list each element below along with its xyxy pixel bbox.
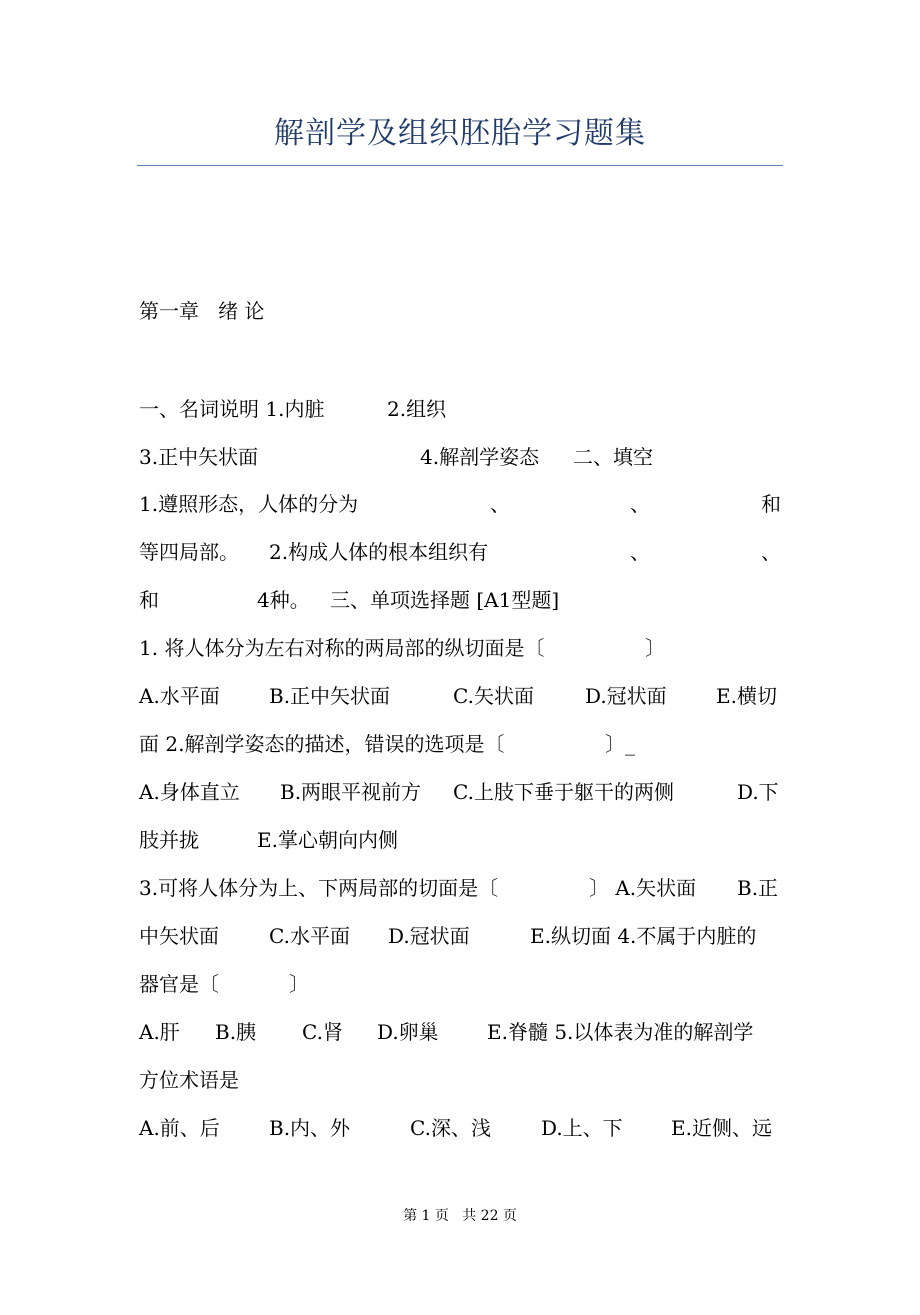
line-segment: 〕_	[605, 732, 635, 756]
text-line-5	[139, 583, 781, 617]
line-segment: 面 2.解剖学姿态的描述，错误的选项是〔	[139, 732, 505, 756]
line-segment: D.上、下	[541, 1116, 623, 1140]
line-segment: E.脊髓 5.以体表为准的解剖学	[487, 1020, 754, 1044]
text-line-12	[139, 919, 781, 953]
line-segment: B.正	[737, 876, 779, 900]
line-segment: 三、单项选择题 [A1型题]	[330, 588, 560, 612]
line-segment: A.前、后	[139, 1116, 220, 1140]
line-segment: 、	[630, 492, 650, 516]
text-line-14	[139, 1015, 781, 1049]
line-segment: C.肾	[302, 1020, 343, 1044]
line-segment: E.掌心朝向内侧	[257, 828, 398, 852]
line-segment: B.内、外	[269, 1116, 351, 1140]
line-segment: 3.可将人体分为上、下两局部的切面是〔	[139, 876, 499, 900]
line-segment: 器官是〔	[139, 972, 219, 996]
line-segment: 〕	[645, 636, 665, 660]
line-segment: 1.遵照形态，人体的分为	[139, 492, 359, 516]
line-segment: 2.组织	[387, 397, 447, 421]
line-segment: 2.构成人体的根本组织有	[269, 540, 489, 564]
line-segment: 〕 A.矢状面	[589, 876, 697, 900]
text-line-4	[139, 535, 781, 569]
text-line-3	[139, 487, 781, 521]
line-segment: 3.正中矢状面	[139, 445, 259, 469]
line-segment: 二、填空	[573, 445, 653, 469]
line-segment: B.正中矢状面	[269, 684, 391, 708]
line-segment: 、	[630, 540, 650, 564]
line-segment: 4种。	[257, 588, 310, 612]
line-segment: 1. 将人体分为左右对称的两局部的纵切面是〔	[139, 636, 545, 660]
text-line-13	[139, 967, 781, 1001]
line-segment: C.水平面	[269, 924, 350, 948]
line-segment: C.矢状面	[453, 684, 534, 708]
line-segment: E.纵切面 4.不属于内脏的	[530, 924, 757, 948]
title-divider	[137, 165, 783, 166]
line-segment: A.身体直立	[139, 780, 240, 804]
page-number-footer: 第 1 页 共 22 页	[403, 1208, 517, 1224]
line-segment: 和	[139, 588, 159, 612]
line-segment: 、	[761, 540, 781, 564]
line-segment: 方位术语是	[139, 1068, 239, 1092]
chapter-heading: 第一章 绪 论	[139, 299, 265, 323]
line-segment: 等四局部。	[139, 540, 239, 564]
line-segment: A.水平面	[139, 684, 220, 708]
line-segment: B.胰	[215, 1020, 257, 1044]
text-line-16	[139, 1111, 781, 1145]
text-line-7	[139, 679, 781, 713]
line-segment: D.卵巢	[377, 1020, 439, 1044]
line-segment: 中矢状面	[139, 924, 219, 948]
line-segment: A.肝	[139, 1020, 180, 1044]
line-segment: E.横切	[716, 684, 777, 708]
text-line-8	[139, 727, 781, 761]
line-segment: 肢并拢	[139, 828, 199, 852]
line-segment: 和	[761, 492, 781, 516]
line-segment: 、	[490, 492, 510, 516]
line-segment: D.冠状面	[585, 684, 667, 708]
line-segment: C.上肢下垂于躯干的两侧	[453, 780, 674, 804]
line-segment: D.冠状面	[388, 924, 470, 948]
line-segment: 一、名词说明 1.内脏	[139, 397, 325, 421]
text-line-1	[139, 392, 781, 426]
line-segment: C.深、浅	[410, 1116, 491, 1140]
text-line-15	[139, 1063, 781, 1097]
text-line-9	[139, 775, 781, 809]
text-line-11	[139, 871, 781, 905]
line-segment: 4.解剖学姿态	[420, 445, 540, 469]
text-line-2	[139, 440, 781, 474]
line-segment: D.下	[737, 780, 779, 804]
text-line-10	[139, 823, 781, 857]
line-segment: 〕	[289, 972, 309, 996]
line-segment: E.近侧、远	[671, 1116, 772, 1140]
document-title: 解剖学及组织胚胎学习题集	[274, 116, 646, 151]
text-line-6	[139, 631, 781, 665]
line-segment: B.两眼平视前方	[280, 780, 422, 804]
